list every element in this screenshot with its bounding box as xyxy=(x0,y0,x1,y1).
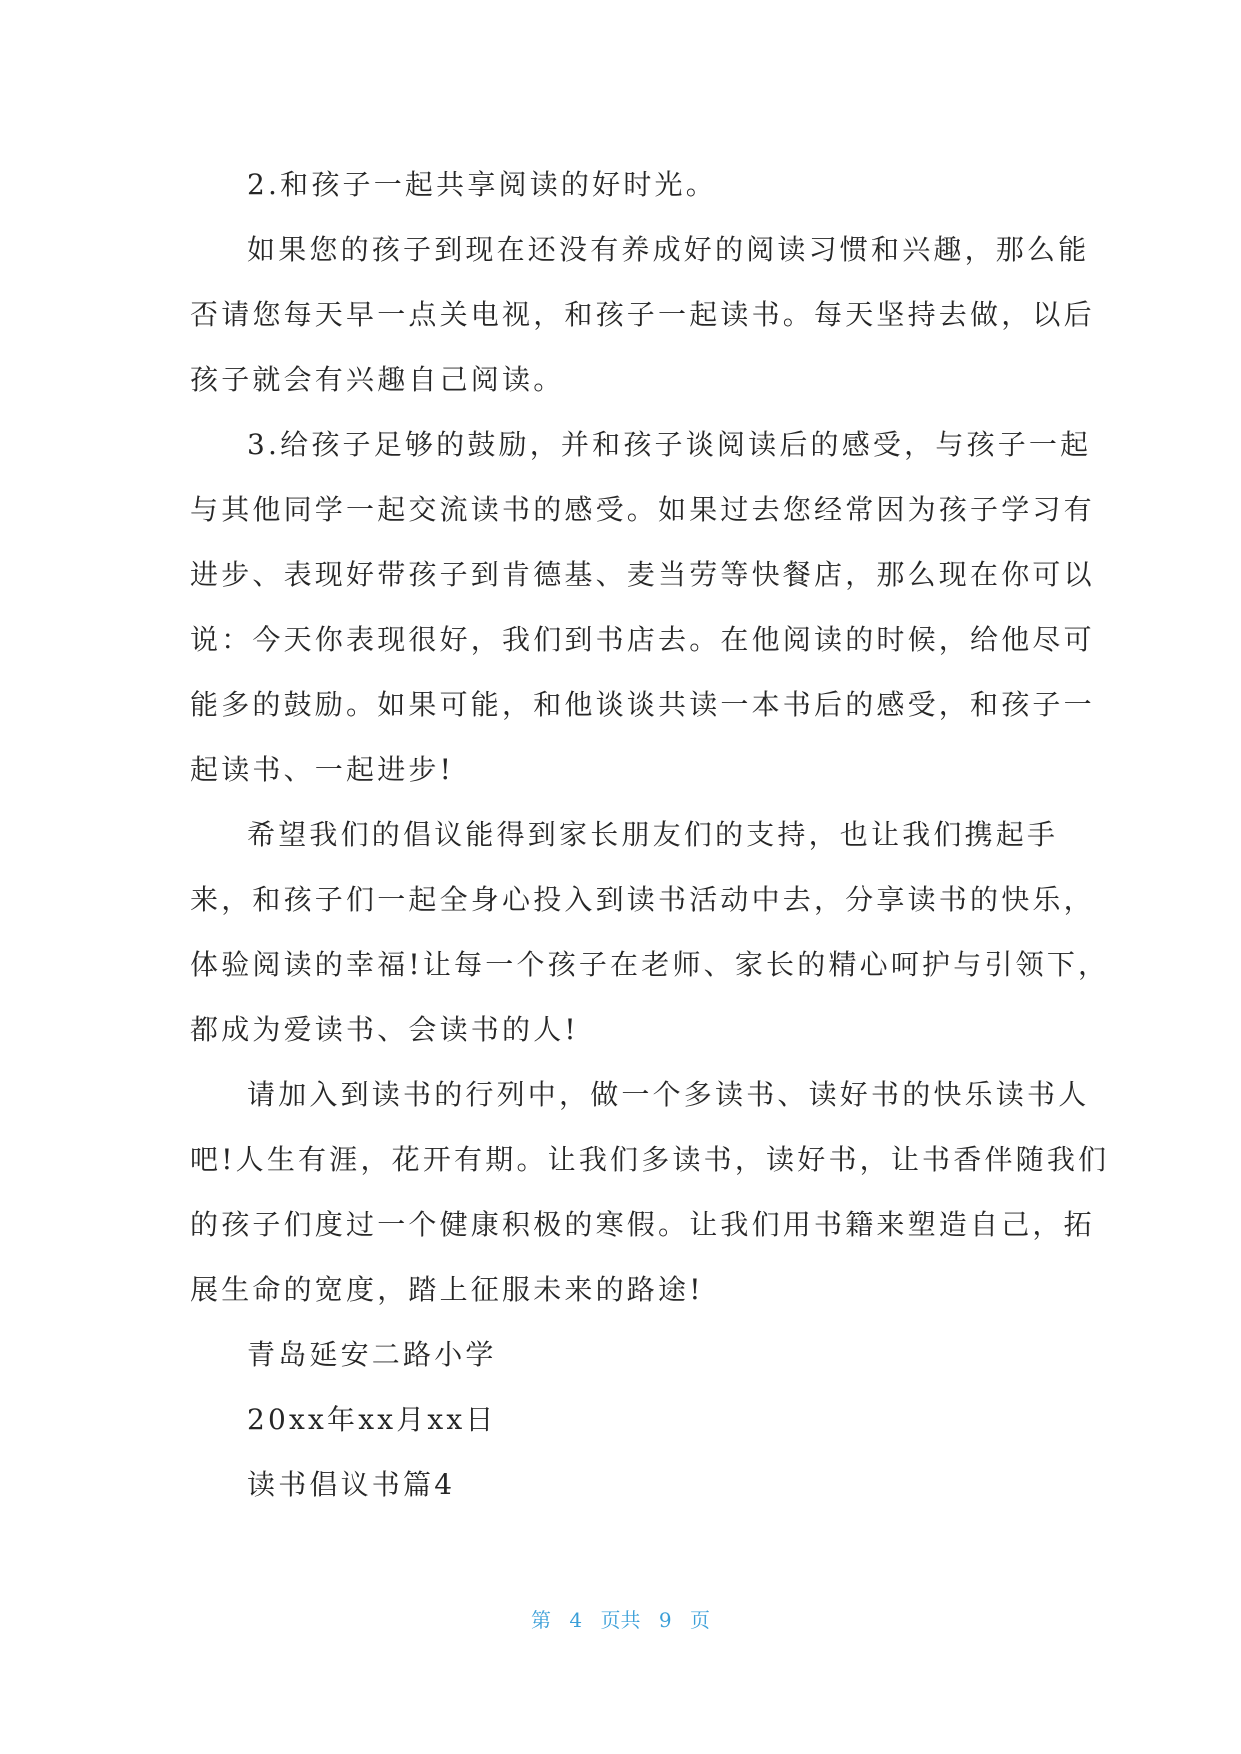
section-heading: 读书倡议书篇4 xyxy=(247,1468,456,1501)
paragraph-line: 都成为爱读书、会读书的人! xyxy=(190,1013,579,1046)
paragraph-line: 体验阅读的幸福!让每一个孩子在老师、家长的精心呵护与引领下， xyxy=(190,948,1110,981)
paragraph-line: 3.给孩子足够的鼓励，并和孩子谈阅读后的感受，与孩子一起 xyxy=(247,428,1092,461)
paragraph-line: 孩子就会有兴趣自己阅读。 xyxy=(190,363,565,396)
paragraph-line: 2.和孩子一起共享阅读的好时光。 xyxy=(247,168,717,201)
footer-suffix: 页 xyxy=(689,1608,710,1632)
paragraph-line: 说：今天你表现很好，我们到书店去。在他阅读的时候，给他尽可 xyxy=(190,623,1095,656)
paragraph-line: 的孩子们度过一个健康积极的寒假。让我们用书籍来塑造自己，拓 xyxy=(190,1208,1095,1241)
signature-date: 20xx年xx月xx日 xyxy=(247,1403,497,1436)
page-footer xyxy=(0,1604,1241,1633)
paragraph-line: 否请您每天早一点关电视，和孩子一起读书。每天坚持去做，以后 xyxy=(190,298,1095,331)
paragraph-line: 能多的鼓励。如果可能，和他谈谈共读一本书后的感受，和孩子一 xyxy=(190,688,1095,721)
footer-total-pages: 9 xyxy=(658,1608,672,1632)
signature-school: 青岛延安二路小学 xyxy=(247,1338,497,1371)
paragraph-line: 进步、表现好带孩子到肯德基、麦当劳等快餐店，那么现在你可以 xyxy=(190,558,1095,591)
footer-middle: 页共 xyxy=(600,1608,641,1632)
document-body xyxy=(190,152,1110,1517)
footer-current-page: 4 xyxy=(569,1608,583,1632)
paragraph-line: 希望我们的倡议能得到家长朋友们的支持，也让我们携起手 xyxy=(247,818,1059,851)
paragraph-line: 来，和孩子们一起全身心投入到读书活动中去，分享读书的快乐， xyxy=(190,883,1095,916)
paragraph-line: 请加入到读书的行列中，做一个多读书、读好书的快乐读书人 xyxy=(247,1078,1090,1111)
paragraph-line: 如果您的孩子到现在还没有养成好的阅读习惯和兴趣，那么能 xyxy=(247,233,1090,266)
footer-prefix: 第 xyxy=(531,1608,552,1632)
paragraph-line: 与其他同学一起交流读书的感受。如果过去您经常因为孩子学习有 xyxy=(190,493,1095,526)
paragraph-line: 吧!人生有涯，花开有期。让我们多读书，读好书，让书香伴随我们 xyxy=(190,1143,1110,1176)
paragraph-line: 起读书、一起进步! xyxy=(190,753,455,786)
paragraph-line: 展生命的宽度，踏上征服未来的路途! xyxy=(190,1273,704,1306)
